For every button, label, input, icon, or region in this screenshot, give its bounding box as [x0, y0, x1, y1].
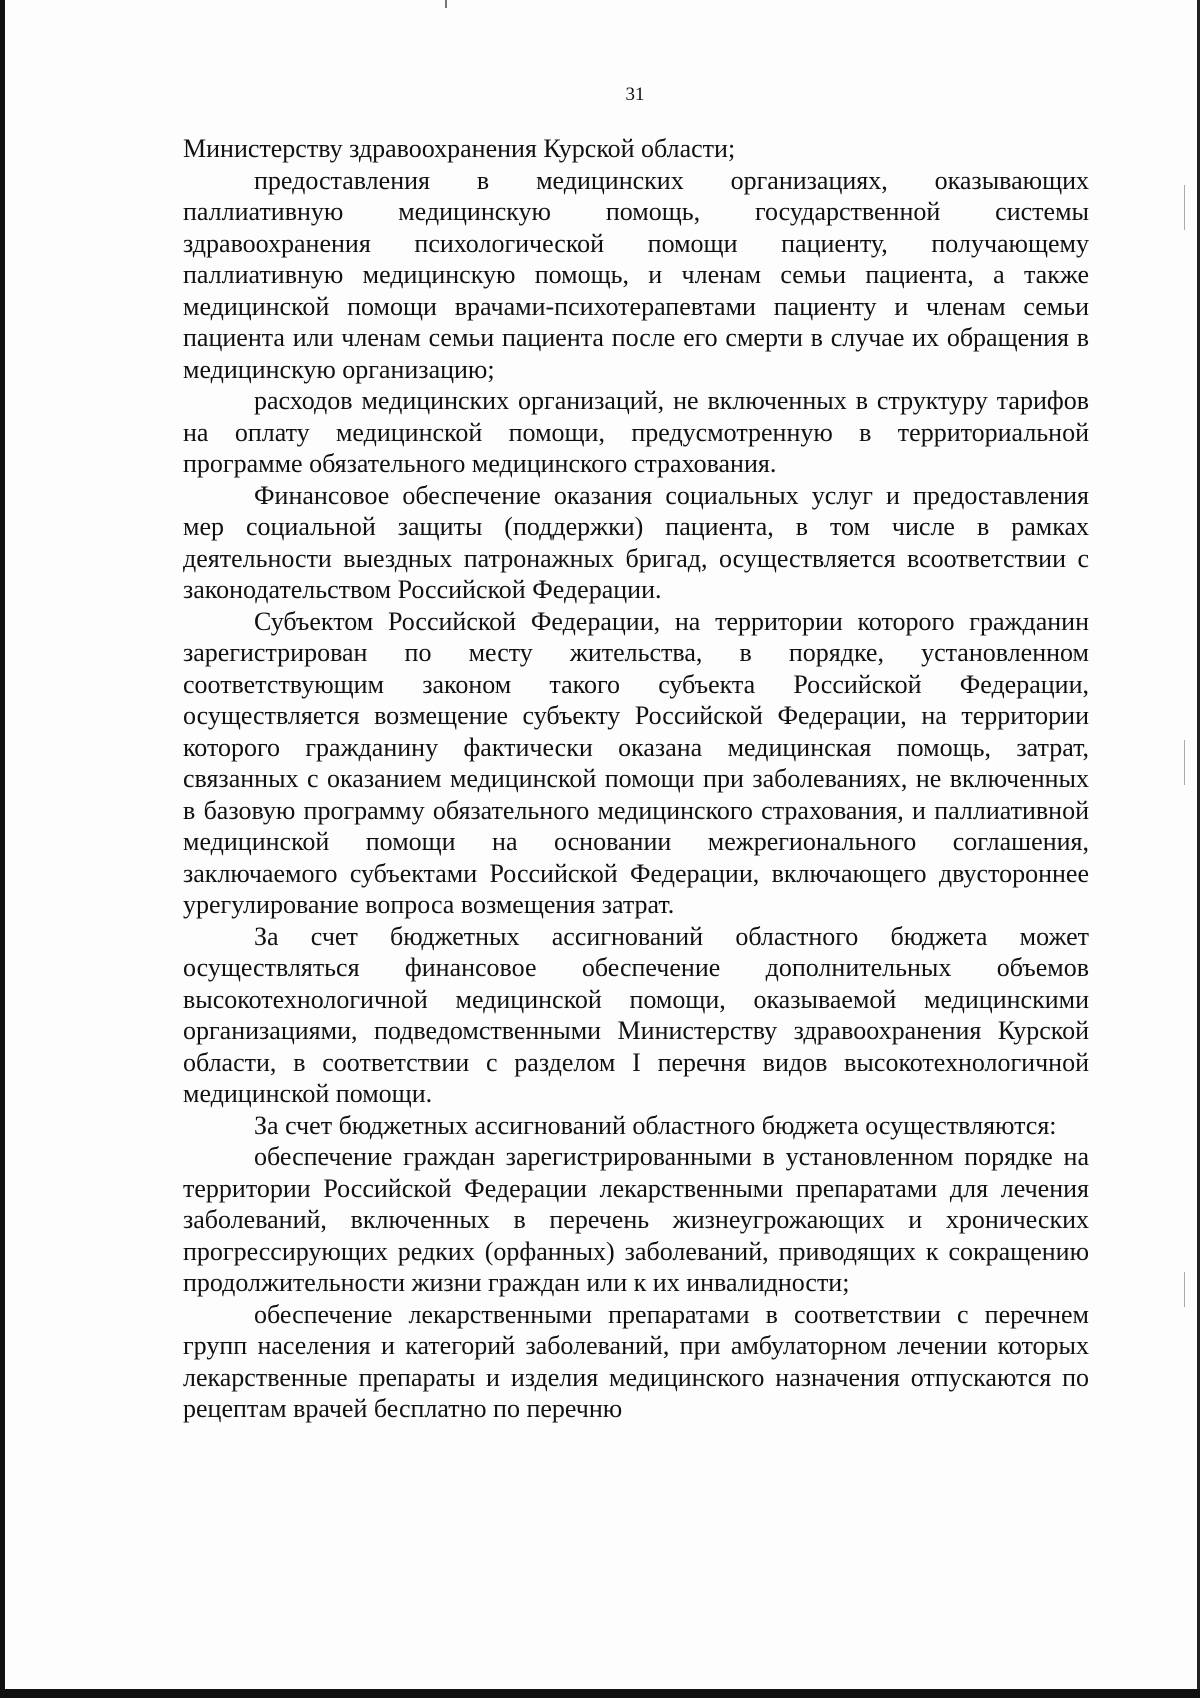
scan-border-bottom	[0, 1689, 1200, 1698]
document-body	[183, 133, 1089, 1425]
paragraph: За счет бюджетных ассигнований областного бюджета осуществляются:	[254, 1110, 1057, 1140]
paragraph: обеспечение граждан зарегистрированными в установленном порядке на территории Российской Федерации лекарственными препаратами для лечения заболеваний, включенных в перечень жизнеугрожающих и хронических прогрессирующих редких (орфанных) заболеваний, приводящих к сокращению продолжительности жизни граждан или к их инвалидности;	[183, 1142, 1089, 1297]
page-number: 31	[625, 84, 645, 105]
paragraph: Финансовое обеспечение оказания социальных услуг и предоставления мер социальной защиты (поддержки) пациента, в том числе в рамках деятельности выездных патронажных бригад, осуществляется всоответствии с законодательством Российской Федерации.	[183, 480, 1089, 604]
paragraph: Министерству здравоохранения Курской области;	[183, 134, 736, 163]
scan-mark	[1184, 1272, 1185, 1307]
scan-mark	[1184, 740, 1185, 785]
paragraph: обеспечение лекарственными препаратами в соответствии с перечнем групп населения и категорий заболеваний, при амбулаторном лечении которых лекарственные препараты и изделия медицинского назначения отпускаются по рецептам врачей бесплатно по перечню	[183, 1299, 1089, 1423]
scan-border-left	[0, 0, 5, 1698]
paragraph: предоставления в медицинских организациях, оказывающих паллиативную медицинскую помощь, государственной системы здравоохранения психологической помощи пациенту, получающему паллиативную медицинскую помощь, и членам семьи пациента, а также медицинской помощи врачами-психотерапевтами пациенту и членам семьи пациента или членам семьи пациента после его смерти в случае их обращения в медицинскую организацию;	[183, 165, 1089, 384]
paragraph: Субъектом Российской Федерации, на территории которого гражданин зарегистрирован по месту жительства, в порядке, установленном соответствующим законом такого субъекта Российской Федерации, осуществляется возмещение субъекту Российской Федерации, на территории которого гражданину фактически оказана медицинская помощь, затрат, связанных с оказанием медицинской помощи при заболеваниях, не включенных в базовую программу обязательного медицинского страхования, и паллиативной медицинской помощи на основании межрегионального соглашения, заключаемого субъектами Российской Федерации, включающего двустороннее урегулирование вопроса возмещения затрат.	[183, 606, 1089, 919]
paragraph: За счет бюджетных ассигнований областного бюджета может осуществляться финансовое обеспечение дополнительных объемов высокотехнологичной медицинской помощи, оказываемой медицинскими организациями, подведомственными Министерству здравоохранения Курской области, в соответствии с разделом I перечня видов высокотехнологичной медицинской помощи.	[183, 921, 1089, 1108]
paragraph: расходов медицинских организаций, не включенных в структуру тарифов на оплату медицинской помощи, предусмотренную в территориальной программе обязательного медицинского страхования.	[183, 386, 1089, 478]
scan-mark	[1184, 185, 1185, 230]
scan-mark	[445, 0, 447, 8]
